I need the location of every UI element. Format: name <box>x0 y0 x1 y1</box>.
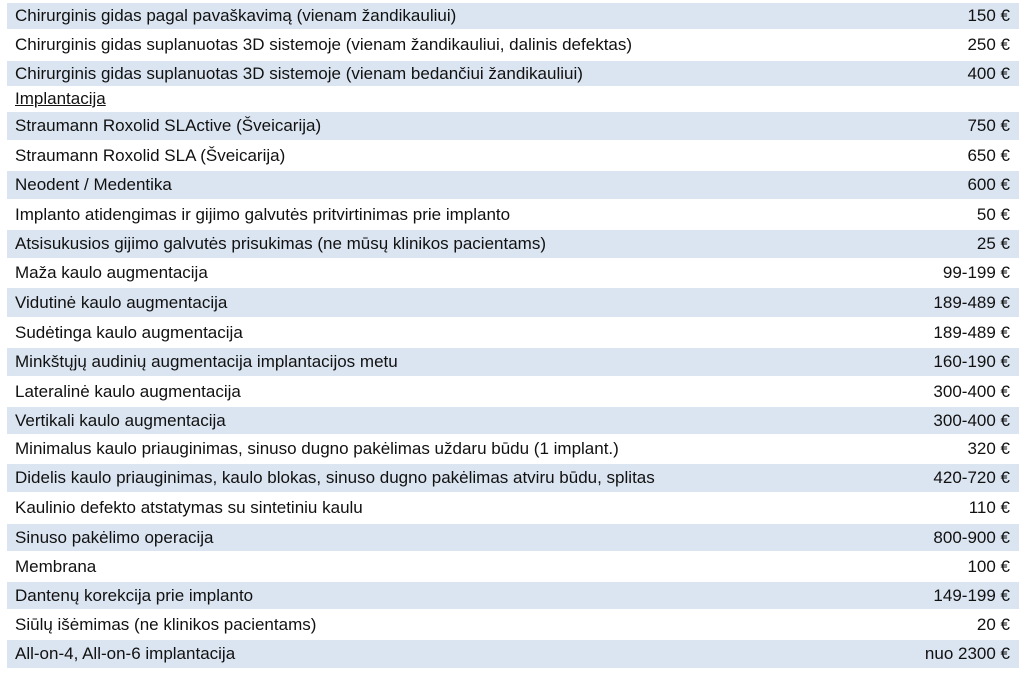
service-price: 50 € <box>842 200 1019 229</box>
service-price: 320 € <box>842 435 1019 463</box>
service-name <box>7 610 842 639</box>
service-price: 750 € <box>842 111 1019 141</box>
service-name <box>7 287 842 318</box>
service-price <box>842 87 1019 111</box>
service-name <box>7 259 842 287</box>
service-price: 189-489 € <box>842 287 1019 318</box>
service-price: 420-720 € <box>842 463 1019 493</box>
service-price: 189-489 € <box>842 318 1019 347</box>
service-name <box>7 435 842 463</box>
service-name-text: Neodent / Medentika <box>15 175 172 194</box>
service-name <box>7 581 842 610</box>
service-price: 800-900 € <box>842 523 1019 552</box>
price-row <box>7 493 1019 523</box>
service-price: 160-190 € <box>842 347 1019 377</box>
service-name-text: Chirurginis gidas suplanuotas 3D sistemoje (vienam bedančiui žandikauliui) <box>15 63 583 83</box>
service-price: 100 € <box>842 552 1019 581</box>
service-name <box>7 639 842 669</box>
service-price: 250 € <box>842 30 1019 60</box>
price-row <box>7 170 1019 200</box>
service-name-text: Membrana <box>15 556 97 576</box>
service-price: 99-199 € <box>842 259 1019 287</box>
service-name <box>7 552 842 581</box>
service-name <box>7 111 842 141</box>
price-row <box>7 463 1019 493</box>
price-row <box>7 141 1019 170</box>
service-name-text: Straumann Roxolid SLA (Šveicarija) <box>15 145 286 165</box>
service-name-text: Vidutinė kaulo augmentacija <box>15 292 228 312</box>
service-price: 600 € <box>842 170 1019 200</box>
service-name <box>7 318 842 347</box>
service-name-text: Chirurginis gidas suplanuotas 3D sistemoje (vienam žandikauliui, dalinis defektas) <box>15 35 633 54</box>
price-row <box>7 406 1019 435</box>
service-name <box>7 377 842 406</box>
service-name <box>7 200 842 229</box>
price-row <box>7 639 1019 669</box>
price-row <box>7 287 1019 318</box>
service-name <box>7 141 842 170</box>
price-row <box>7 552 1019 581</box>
service-name <box>7 347 842 377</box>
service-name-text: Kaulinio defekto atstatymas su sintetiniu kaulu <box>15 498 363 517</box>
price-row <box>7 435 1019 463</box>
service-price: 110 € <box>842 493 1019 523</box>
service-name-text: Implantacija <box>15 89 106 108</box>
service-name-text: Didelis kaulo priauginimas, kaulo blokas, sinuso dugno pakėlimas atviru būdu, splitas <box>15 468 655 487</box>
section-title <box>7 87 842 111</box>
service-name-text: Siūlų išėmimas (ne klinikos pacientams) <box>15 614 317 634</box>
service-name-text: Minimalus kaulo priauginimas, sinuso dugno pakėlimas uždaru būdu (1 implant.) <box>15 439 619 458</box>
price-row <box>7 581 1019 610</box>
service-name-text: Straumann Roxolid SLActive (Šveicarija) <box>15 116 322 135</box>
price-row <box>7 347 1019 377</box>
price-row <box>7 318 1019 347</box>
service-name <box>7 493 842 523</box>
service-name <box>7 3 842 30</box>
service-name-text: Atsisukusios gijimo galvutės prisukimas (ne mūsų klinikos pacientams) <box>15 234 546 253</box>
service-name-text: Implanto atidengimas ir gijimo galvutės pritvirtinimas prie implanto <box>15 204 511 224</box>
service-name-text: Sudėtinga kaulo augmentacija <box>15 322 243 342</box>
service-price: 650 € <box>842 141 1019 170</box>
price-row <box>7 229 1019 259</box>
service-price: 300-400 € <box>842 377 1019 406</box>
service-name-text: Dantenų korekcija prie implanto <box>15 585 254 605</box>
service-name-text: Chirurginis gidas pagal pavaškavimą (vienam žandikauliui) <box>15 6 457 25</box>
price-row <box>7 111 1019 141</box>
service-price: 149-199 € <box>842 581 1019 610</box>
service-name <box>7 406 842 435</box>
price-row <box>7 610 1019 639</box>
service-price: 25 € <box>842 229 1019 259</box>
service-price: 150 € <box>842 3 1019 30</box>
service-name <box>7 30 842 60</box>
service-name-text: Minkštųjų audinių augmentacija implantacijos metu <box>15 352 398 371</box>
price-row <box>7 523 1019 552</box>
price-row <box>7 259 1019 287</box>
service-name-text: Sinuso pakėlimo operacija <box>15 527 214 547</box>
service-price: 400 € <box>842 60 1019 87</box>
service-name <box>7 170 842 200</box>
service-name <box>7 523 842 552</box>
service-name <box>7 60 842 87</box>
service-price: 20 € <box>842 610 1019 639</box>
service-name-text: Lateralinė kaulo augmentacija <box>15 381 241 401</box>
price-row <box>7 60 1019 87</box>
price-row <box>7 200 1019 229</box>
service-name-text: Maža kaulo augmentacija <box>15 263 208 282</box>
service-name-text: Vertikali kaulo augmentacija <box>15 410 226 430</box>
service-name-text: All-on-4, All-on-6 implantacija <box>15 644 236 663</box>
service-name <box>7 463 842 493</box>
section-header-row <box>7 87 1019 111</box>
price-row <box>7 30 1019 60</box>
service-name <box>7 229 842 259</box>
service-price: nuo 2300 € <box>842 639 1019 669</box>
price-list-table <box>7 3 1019 670</box>
price-list-body <box>7 3 1019 669</box>
price-row <box>7 377 1019 406</box>
price-row <box>7 3 1019 30</box>
service-price: 300-400 € <box>842 406 1019 435</box>
